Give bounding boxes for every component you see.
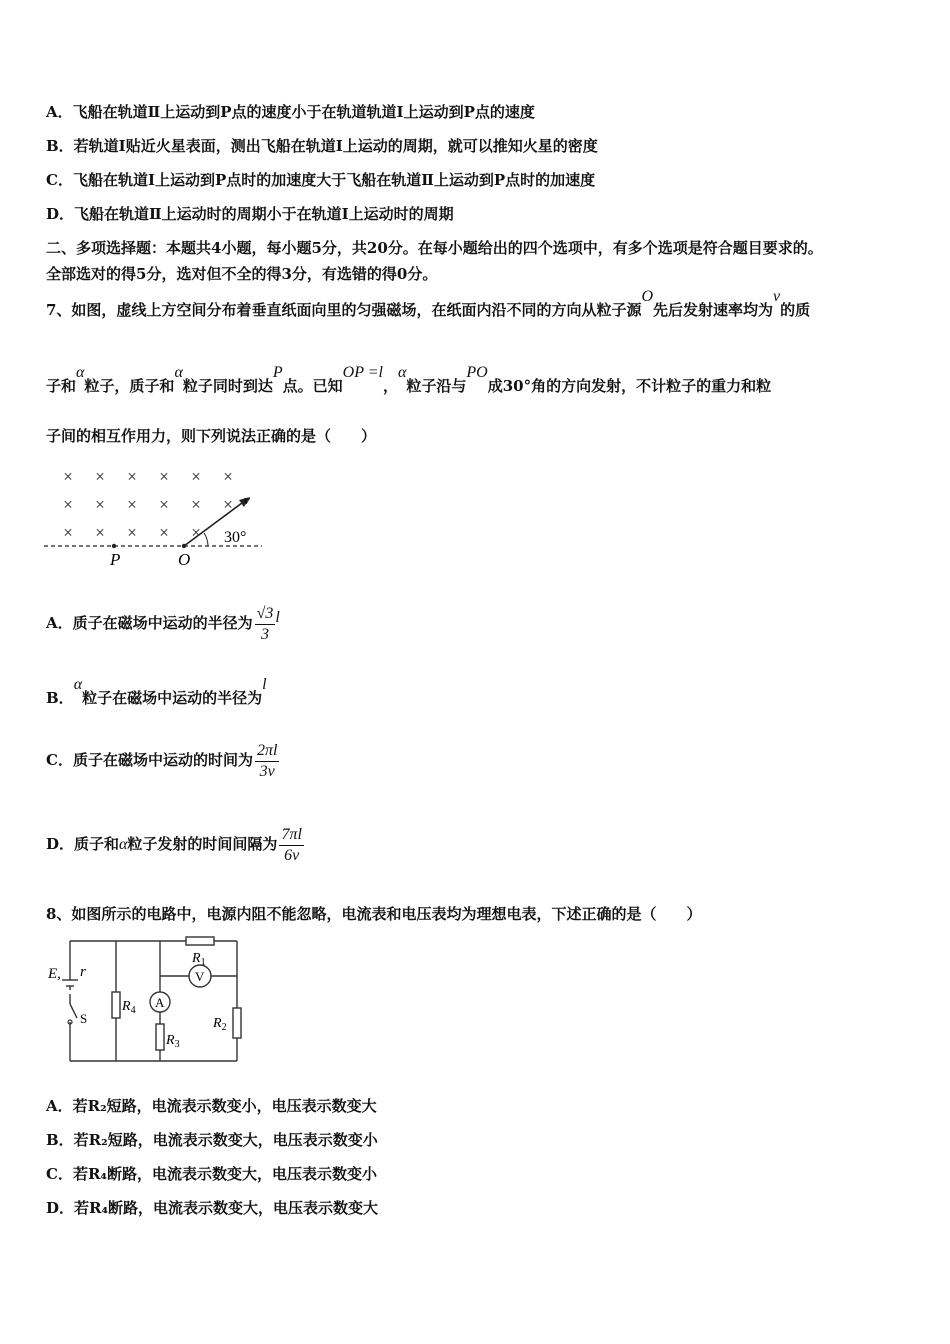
field-cross-icon: ×: [127, 467, 137, 486]
q7-option-a: [46, 598, 280, 645]
resistor-R4: [112, 992, 120, 1018]
field-cross-icon: ×: [191, 495, 201, 514]
resistor-R1: [186, 937, 214, 945]
field-cross-icon: ×: [159, 495, 169, 514]
q7-text: 的质: [780, 301, 811, 319]
q7-option-b: [46, 676, 267, 709]
symbol-alpha: α: [76, 364, 85, 381]
field-cross-icon: ×: [191, 467, 201, 486]
fraction-denominator: 6v: [284, 846, 300, 864]
section2-line2: 全部选对的得5分，选对但不全的得3分，有选错的得0分。: [46, 265, 438, 283]
symbol-alpha: α: [73, 676, 83, 693]
q7-text: 粒子，质子和: [84, 377, 175, 395]
label-R4: $R_4$: [122, 999, 136, 1016]
q7-option-b-label: B．: [46, 689, 74, 707]
symbol-l: l: [275, 609, 280, 626]
q7-option-c: [46, 740, 279, 782]
field-cross-icon: ×: [223, 495, 233, 514]
q8-option-d: D．若R₄断路，电流表示数变大，电压表示数变大: [46, 1199, 379, 1217]
q7-magnetic-field-figure: [40, 462, 280, 572]
q8-stem: 8、如图所示的电路中，电源内阻不能忽略，电流表和电压表均为理想电表，下述正确的是（ ）: [46, 905, 702, 923]
symbol-alpha: α: [119, 836, 128, 853]
field-cross-icon: ×: [95, 523, 105, 542]
fraction-denominator: 3: [261, 625, 270, 643]
angle-arc: [204, 533, 208, 546]
q7-text: 7、如图，虚线上方空间分布着垂直纸面向里的匀强磁场，在纸面内沿不同的方向从粒子源: [46, 301, 642, 319]
symbol-O: O: [641, 288, 654, 305]
label-v: v: [244, 492, 250, 507]
label-E: E,: [48, 966, 61, 982]
section2-line1: 二、多项选择题：本题共4小题，每小题5分，共20分。在每小题给出的四个选项中，有多个选项是符合题目要求的。: [46, 239, 823, 257]
q7-text: 粒子沿与: [406, 377, 467, 395]
field-cross-icon: ×: [63, 467, 73, 486]
q7-text: 点。已知: [282, 377, 343, 395]
q6-option-d: D．飞船在轨道Ⅱ上运动时的周期小于在轨道I上运动时的周期: [46, 205, 454, 223]
symbol-P: P: [272, 364, 283, 381]
field-cross-icon: ×: [95, 495, 105, 514]
equation-OP: OP =l: [342, 364, 383, 381]
q7-option-c-text: C．质子在磁场中运动的时间为: [46, 751, 253, 769]
fraction-numerator: 2πl: [255, 741, 279, 762]
q7-option-b-text: 粒子在磁场中运动的半径为: [82, 689, 263, 707]
label-R3: $R_3$: [166, 1033, 180, 1050]
label-R1: $R_1$: [192, 951, 206, 968]
q7-text: 先后发射速率均为: [653, 301, 774, 319]
fraction-numerator: √3: [255, 604, 276, 625]
q7-option-d-text: 粒子发射的时间间隔为: [127, 835, 278, 853]
q8-option-b: B．若R₂短路，电流表示数变大，电压表示数变小: [46, 1131, 378, 1149]
fraction-numerator: 7πl: [279, 825, 303, 846]
fraction-sqrt3-over-3: [255, 604, 276, 645]
q7-text: 子和: [46, 377, 77, 395]
field-cross-icon: ×: [63, 523, 73, 542]
q7-stem-line1: [46, 288, 811, 321]
voltmeter-label: V: [195, 969, 205, 984]
field-cross-icon: ×: [127, 523, 137, 542]
q7-text: 成30°角的方向发射，不计粒子的重力和粒: [487, 377, 772, 395]
q8-option-a: A．若R₂短路，电流表示数变小，电压表示数变大: [46, 1097, 377, 1115]
q6-option-b: B．若轨道I贴近火星表面，测出飞船在轨道I上运动的周期，就可以推知火星的密度: [46, 137, 598, 155]
field-cross-icon: ×: [191, 523, 201, 542]
q7-stem-line3: 子间的相互作用力，则下列说法正确的是（ ）: [46, 427, 377, 445]
point-P: [112, 544, 116, 548]
label-S: S: [80, 1011, 88, 1026]
label-P: P: [110, 550, 121, 569]
label-R2: $R_2$: [213, 1016, 227, 1033]
symbol-l: l: [262, 676, 267, 693]
field-cross-icon: ×: [223, 467, 233, 486]
symbol-alpha: α: [397, 364, 407, 381]
q7-option-a-text: A．质子在磁场中运动的半径为: [46, 614, 253, 632]
q6-option-c: C．飞船在轨道I上运动到P点时的加速度大于飞船在轨道Ⅱ上运动到P点时的加速度: [46, 171, 596, 189]
fraction-denominator: 3v: [259, 762, 275, 780]
field-cross-icon: ×: [159, 467, 169, 486]
symbol-v: v: [773, 288, 781, 305]
q7-text: 粒子同时到达: [182, 377, 273, 395]
q7-stem-line2: [46, 364, 772, 397]
q6-option-a: A．飞船在轨道Ⅱ上运动到P点的速度小于在轨道轨道Ⅰ上运动到P点的速度: [46, 103, 535, 121]
q8-option-c: C．若R₄断路，电流表示数变大，电压表示数变小: [46, 1165, 377, 1183]
q7-text: ，: [382, 377, 398, 395]
symbol-alpha: α: [174, 364, 183, 381]
field-cross-icon: ×: [63, 495, 73, 514]
fraction-2pil-over-3v: [255, 741, 279, 782]
resistor-R2: [233, 1008, 241, 1038]
angle-label: 30°: [224, 529, 247, 546]
label-r: r: [80, 964, 86, 980]
resistor-R3: [156, 1024, 164, 1050]
ammeter-label: A: [155, 995, 165, 1010]
symbol-PO: PO: [466, 364, 488, 381]
field-cross-icon: ×: [95, 467, 105, 486]
q7-option-d-label: D．质子和: [46, 835, 120, 853]
field-cross-icon: ×: [127, 495, 137, 514]
fraction-7pil-over-6v: [279, 825, 303, 866]
q8-circuit-diagram: [42, 934, 252, 1066]
label-O: O: [178, 550, 191, 569]
q7-option-d: [46, 824, 304, 866]
field-cross-icon: ×: [159, 523, 169, 542]
